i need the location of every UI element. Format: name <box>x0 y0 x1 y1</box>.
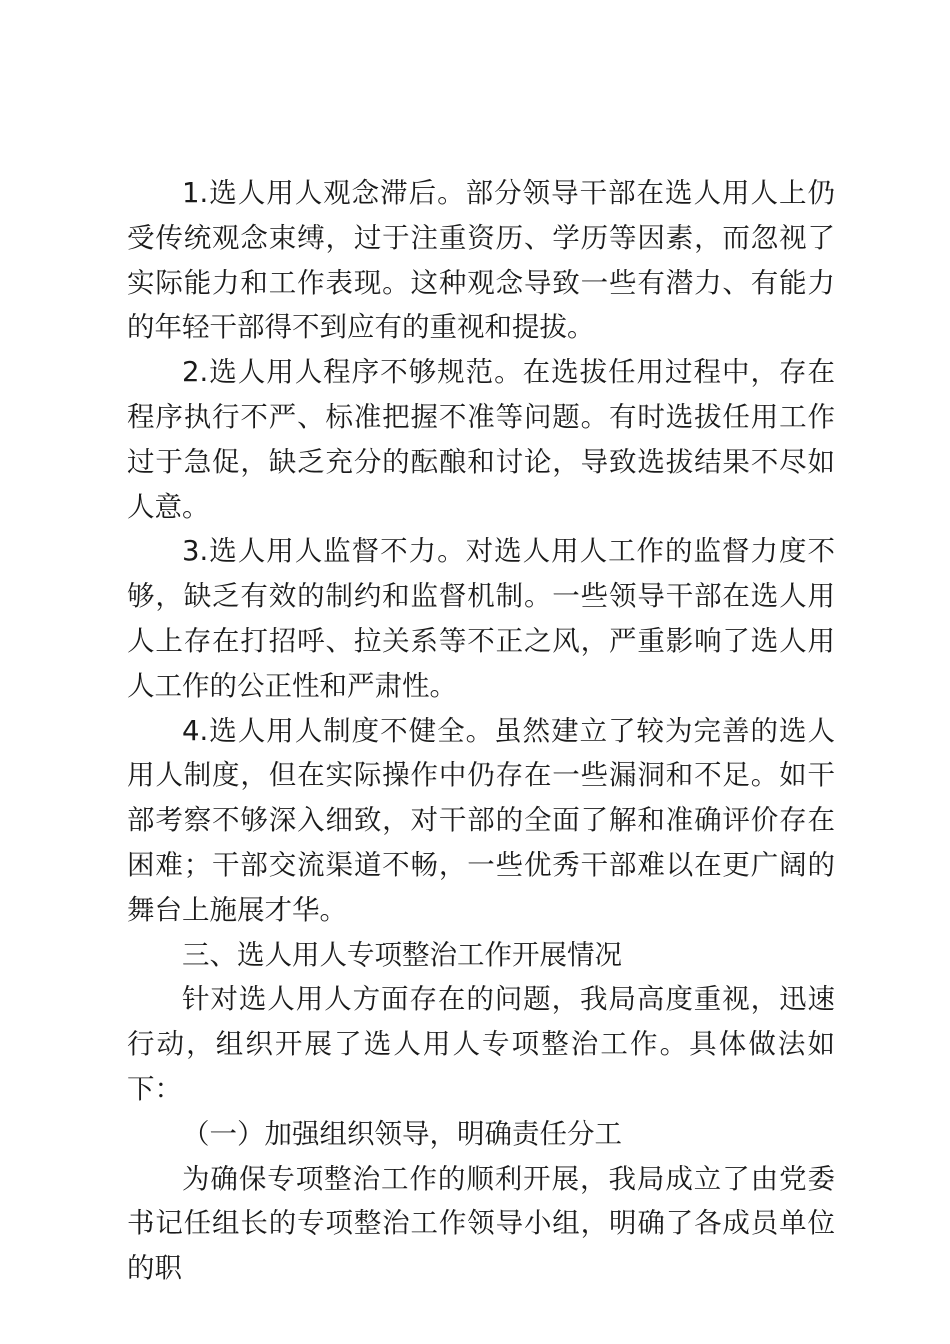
paragraph-problem-3: 3.选人用人监督不力。对选人用人工作的监督力度不够，缺乏有效的制约和监督机制。一些领导干部在选人用人上存在打招呼、拉关系等不正之风，严重影响了选人用人工作的公正性和严肃性。 <box>127 535 835 702</box>
section-heading-3: 三、选人用人专项整治工作开展情况 <box>182 938 622 971</box>
paragraph-problem-4: 4.选人用人制度不健全。虽然建立了较为完善的选人用人制度，但在实际操作中仍存在一些漏洞和不足。如干部考察不够深入细致，对干部的全面了解和准确评价存在困难；干部交流渠道不畅，一些优秀干部难以在更广阔的舞台上施展才华。 <box>127 714 835 926</box>
paragraph-problem-1: 1.选人用人观念滞后。部分领导干部在选人用人上仍受传统观念束缚，过于注重资历、学历等因素，而忽视了实际能力和工作表现。这种观念导致一些有潜力、有能力的年轻干部得不到应有的重视和提拔。 <box>127 177 835 344</box>
paragraph-organization: 为确保专项整治工作的顺利开展，我局成立了由党委书记任组长的专项整治工作领导小组，明确了各成员单位的职 <box>127 1162 835 1285</box>
document-body <box>127 171 835 1291</box>
paragraph-intro: 针对选人用人方面存在的问题，我局高度重视，迅速行动，组织开展了选人用人专项整治工作。具体做法如下： <box>127 983 835 1105</box>
subsection-heading-1: （一）加强组织领导，明确责任分工 <box>182 1117 622 1150</box>
paragraph-problem-2: 2.选人用人程序不够规范。在选拔任用过程中，存在程序执行不严、标准把握不准等问题。有时选拔任用工作过于急促，缺乏充分的酝酿和讨论，导致选拔结果不尽如人意。 <box>127 356 835 523</box>
